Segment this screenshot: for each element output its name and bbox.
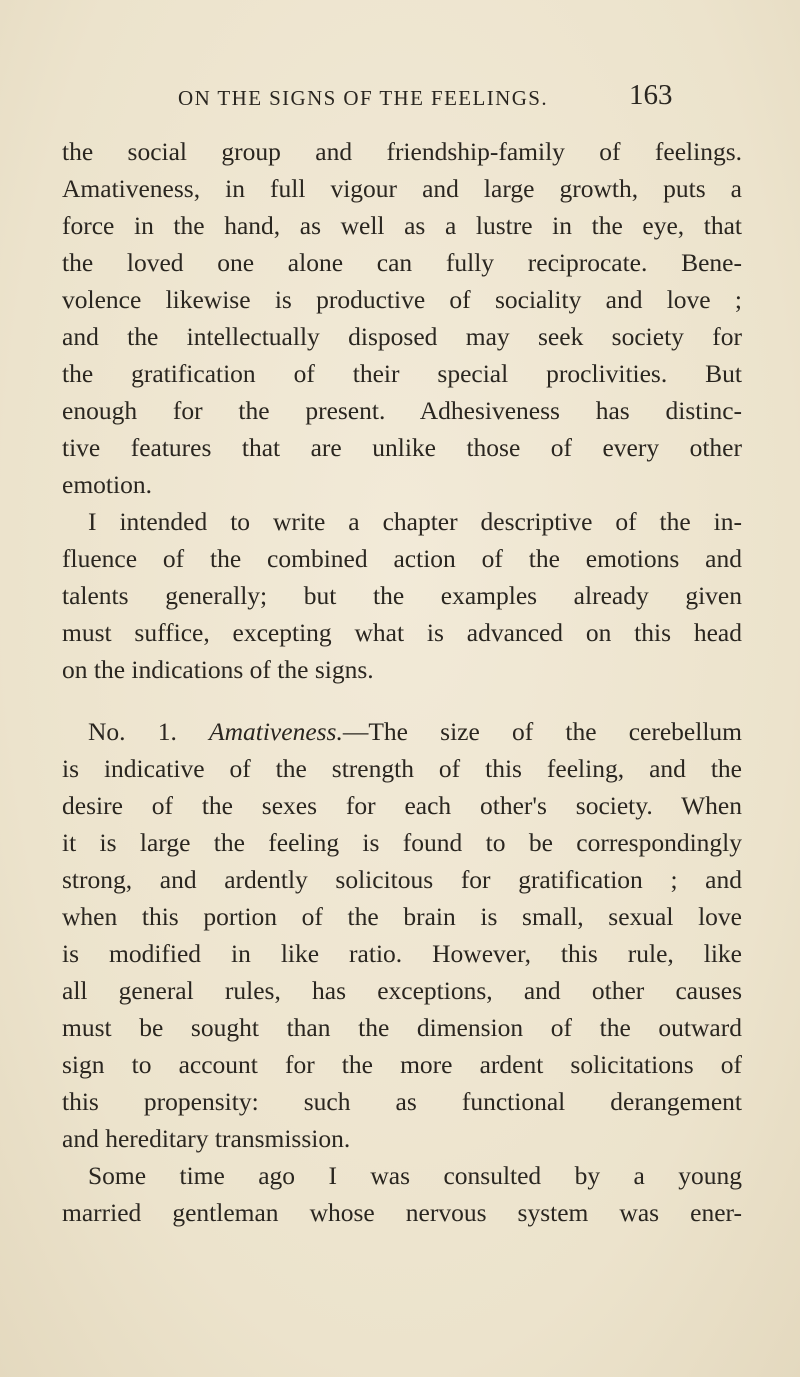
text-line: must suffice, excepting what is advanced on this head — [62, 618, 742, 647]
text-line: and the intellectually disposed may seek society for — [62, 322, 742, 351]
paragraph-2 — [62, 503, 742, 688]
text-line: sign to account for the more ardent solicitations of — [62, 1050, 742, 1079]
text-line: Some time ago I was consulted by a young — [88, 1161, 742, 1190]
section-first-line-text: —The size of the cerebellum — [342, 717, 742, 746]
text-line: desire of the sexes for each other's society. When — [62, 791, 742, 820]
text-line: tive features that are unlike those of every other — [62, 433, 742, 462]
text-line: the loved one alone can fully reciprocate. Bene- — [62, 248, 742, 277]
text-line: enough for the present. Adhesiveness has distinc- — [62, 396, 742, 425]
text-line: on the indications of the signs. — [62, 655, 374, 684]
paragraph-1 — [62, 133, 742, 503]
paragraph-3 — [62, 713, 742, 1157]
paragraph-4 — [62, 1157, 742, 1231]
text-line: married gentleman whose nervous system was ener- — [62, 1198, 742, 1227]
text-line: when this portion of the brain is small, sexual love — [62, 902, 742, 931]
text-line: I intended to write a chapter descriptive of the in- — [88, 507, 742, 536]
text-line: is modified in like ratio. However, this rule, like — [62, 939, 742, 968]
text-line: the gratification of their special proclivities. But — [62, 359, 742, 388]
text-line: all general rules, has exceptions, and other causes — [62, 976, 742, 1005]
text-line: strong, and ardently solicitous for gratification ; and — [62, 865, 742, 894]
text-line: force in the hand, as well as a lustre in the eye, that — [62, 211, 742, 240]
section-heading: Amativeness. — [209, 717, 343, 746]
section-number: No. 1. — [88, 717, 177, 746]
text-line: Amativeness, in full vigour and large growth, puts a — [62, 174, 742, 203]
text-line: is indicative of the strength of this feeling, and the — [62, 754, 742, 783]
text-line: talents generally; but the examples already given — [62, 581, 742, 610]
text-line: must be sought than the dimension of the outward — [62, 1013, 742, 1042]
running-title: ON THE SIGNS OF THE FEELINGS. — [178, 86, 549, 110]
text-line: fluence of the combined action of the emotions and — [62, 544, 742, 573]
page-number: 163 — [629, 79, 673, 111]
text-line: it is large the feeling is found to be correspondingly — [62, 828, 742, 857]
text-line: the social group and friendship-family of feelings. — [62, 137, 742, 166]
text-line: emotion. — [62, 470, 152, 499]
section-first-line — [62, 713, 742, 750]
text-line: and hereditary transmission. — [62, 1124, 351, 1153]
text-line: this propensity: such as functional derangement — [62, 1087, 742, 1116]
body-text — [62, 133, 742, 1231]
text-line: volence likewise is productive of sociality and love ; — [62, 285, 742, 314]
paragraph-gap — [62, 688, 742, 713]
